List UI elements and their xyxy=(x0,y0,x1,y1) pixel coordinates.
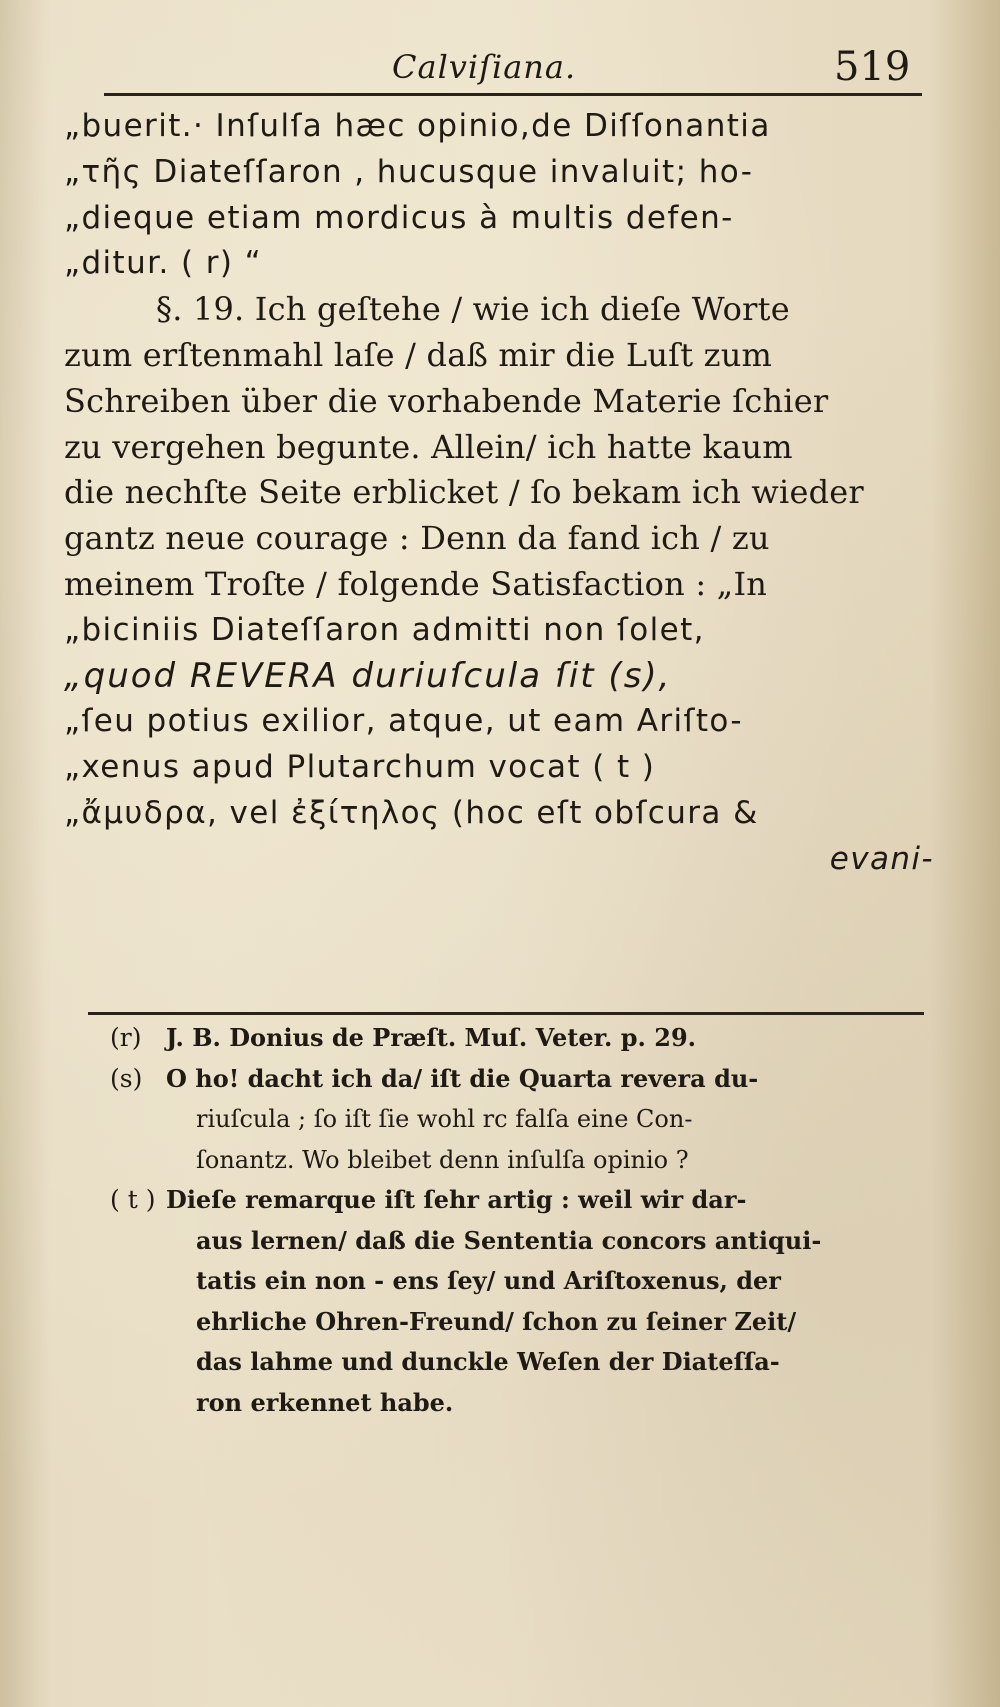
text-line: „quod REVERA duriuſcula ſit (s), xyxy=(64,655,672,696)
footnote-text: aus lernen/ daß die Sententia concors antiqui- xyxy=(196,1225,822,1255)
text-line: Schreiben über die vorhabende Materie ſchier xyxy=(64,381,829,420)
text-line: „ditur. ( r) “ xyxy=(64,245,263,282)
footnote-text: das lahme und dunckle Weſen der Diateſſa- xyxy=(196,1347,780,1376)
footnote-s xyxy=(110,1059,940,1100)
text-line: „xenus apud Plutarchum vocat ( t ) xyxy=(64,749,656,786)
text-line: zu vergehen begunte. Allein/ ich hatte kaum xyxy=(64,427,793,466)
running-title: Calviſiana. xyxy=(392,48,577,86)
paragraph-start-line: §. 19. Ich geſtehe / wie ich dieſe Worte xyxy=(156,290,790,329)
footnote-text: ehrliche Ohren-Freund/ ſchon zu ſeiner Zeit/ xyxy=(196,1306,797,1336)
text-line: „dieque etiam mordicus à multis defen- xyxy=(64,199,734,236)
text-line: meinem Troſte / folgende Satisfaction : „In xyxy=(64,564,768,603)
text-line: zum erſtenmahl laſe / daß mir die Luſt zum xyxy=(64,335,773,374)
footnote-mark: (r) xyxy=(110,1023,142,1052)
footnotes xyxy=(110,1018,940,1423)
footnote-text: ron erkennet habe. xyxy=(196,1387,454,1417)
footnote-text: J. B. Donius de Præſt. Muſ. Veter. p. 29. xyxy=(166,1023,697,1052)
page-number: 519 xyxy=(834,44,911,90)
footnote-text: riuſcula ; ſo iſt ſie wohl rc falſa eine Con- xyxy=(196,1105,693,1133)
footnote-r xyxy=(110,1018,940,1059)
text-line: „ἄμυδρα, vel ἐξίτηλος (hoc eſt obſcura & xyxy=(64,794,759,831)
header-rule xyxy=(104,93,922,96)
text-line: „buerit.· Inſulſa hæc opinio,de Diſſonantia xyxy=(64,108,771,144)
footnote-mark: (s) xyxy=(110,1063,143,1093)
footnote-t xyxy=(110,1180,940,1221)
main-text xyxy=(64,104,944,883)
footnote-mark: ( t ) xyxy=(110,1185,156,1214)
text-line: „τῆς Diateſſaron , hucusque invaluit; ho- xyxy=(64,153,754,190)
footnote-rule xyxy=(88,1012,924,1015)
catchword: evani- xyxy=(829,840,934,877)
footnote-text: Dieſe remarque iſt ſehr artig : weil wir dar- xyxy=(166,1185,747,1214)
text-line: „biciniis Diateſſaron admitti non ſolet, xyxy=(64,611,705,648)
text-line: „ſeu potius exilior, atque, ut eam Ariſto- xyxy=(64,703,743,740)
footnote-text: ſonantz. Wo bleibet denn inſulſa opinio ? xyxy=(196,1145,689,1174)
text-line: die nechſte Seite erblicket / ſo bekam ich wieder xyxy=(64,473,864,512)
footnote-text: O ho! dacht ich da/ iſt die Quarta revera du- xyxy=(166,1063,759,1093)
text-line: gantz neue courage : Denn da fand ich / zu xyxy=(64,519,770,558)
footnote-text: tatis ein non - ens ſey/ und Ariſtoxenus, der xyxy=(196,1266,781,1295)
